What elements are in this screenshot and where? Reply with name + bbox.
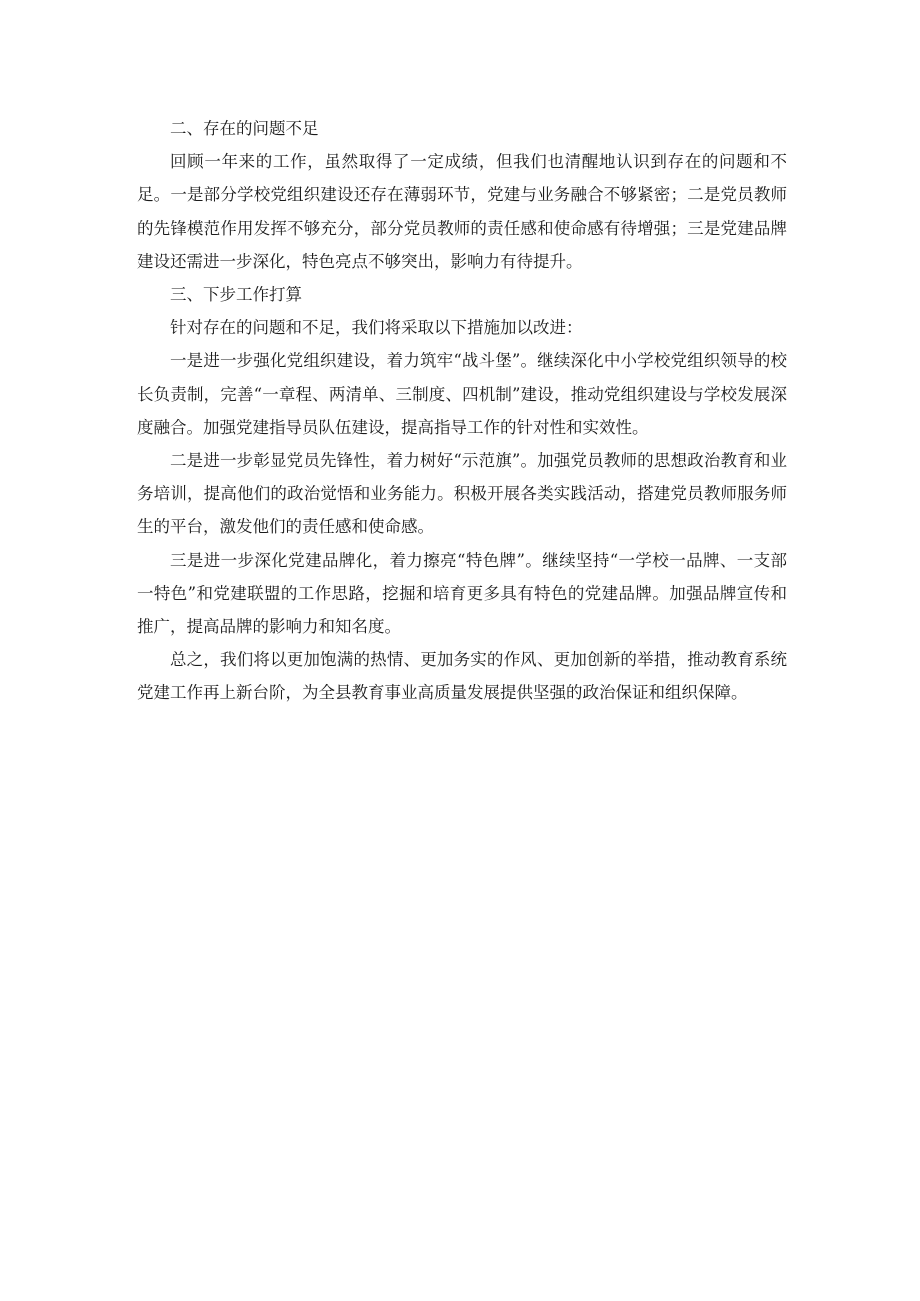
paragraph-measure-two: 二是进一步彰显党员先锋性，着力树好“示范旗”。加强党员教师的思想政治教育和业务培训，提高他们的政治觉悟和业务能力。积极开展各类实践活动，搭建党员教师服务师生的平台，激发他们的责任感和使命感。 <box>137 451 787 537</box>
paragraph-problems: 回顾一年来的工作，虽然取得了一定成绩，但我们也清醒地认识到存在的问题和不足。一是部分学校党组织建设还存在薄弱环节，党建与业务融合不够紧密；二是党员教师的先锋模范作用发挥不够充分，部分党员教师的责任感和使命感有待增强；三是党建品牌建设还需进一步深化，特色亮点不够突出，影响力有待提升。 <box>137 152 787 271</box>
paragraph-measure-one: 一是进一步强化党组织建设，着力筑牢“战斗堡”。继续深化中小学校党组织领导的校长负责制，完善“一章程、两清单、三制度、四机制”建设，推动党组织建设与学校发展深度融合。加强党建指导员队伍建设，提高指导工作的针对性和实效性。 <box>137 351 787 437</box>
section-heading-next-steps: 三、下步工作打算 <box>170 285 302 305</box>
paragraph-conclusion: 总之，我们将以更加饱满的热情、更加务实的作风、更加创新的举措，推动教育系统党建工作再上新台阶，为全县教育事业高质量发展提供坚强的政治保证和组织保障。 <box>137 650 787 703</box>
document-page <box>137 112 787 710</box>
paragraph-measure-three: 三是进一步深化党建品牌化，着力擦亮“特色牌”。继续坚持“一学校一品牌、一支部一特色”和党建联盟的工作思路，挖掘和培育更多具有特色的党建品牌。加强品牌宣传和推广，提高品牌的影响力和知名度。 <box>137 550 787 637</box>
paragraph-measures-intro: 针对存在的问题和不足，我们将采取以下措施加以改进： <box>170 318 583 338</box>
section-heading-problems: 二、存在的问题不足 <box>170 119 319 138</box>
